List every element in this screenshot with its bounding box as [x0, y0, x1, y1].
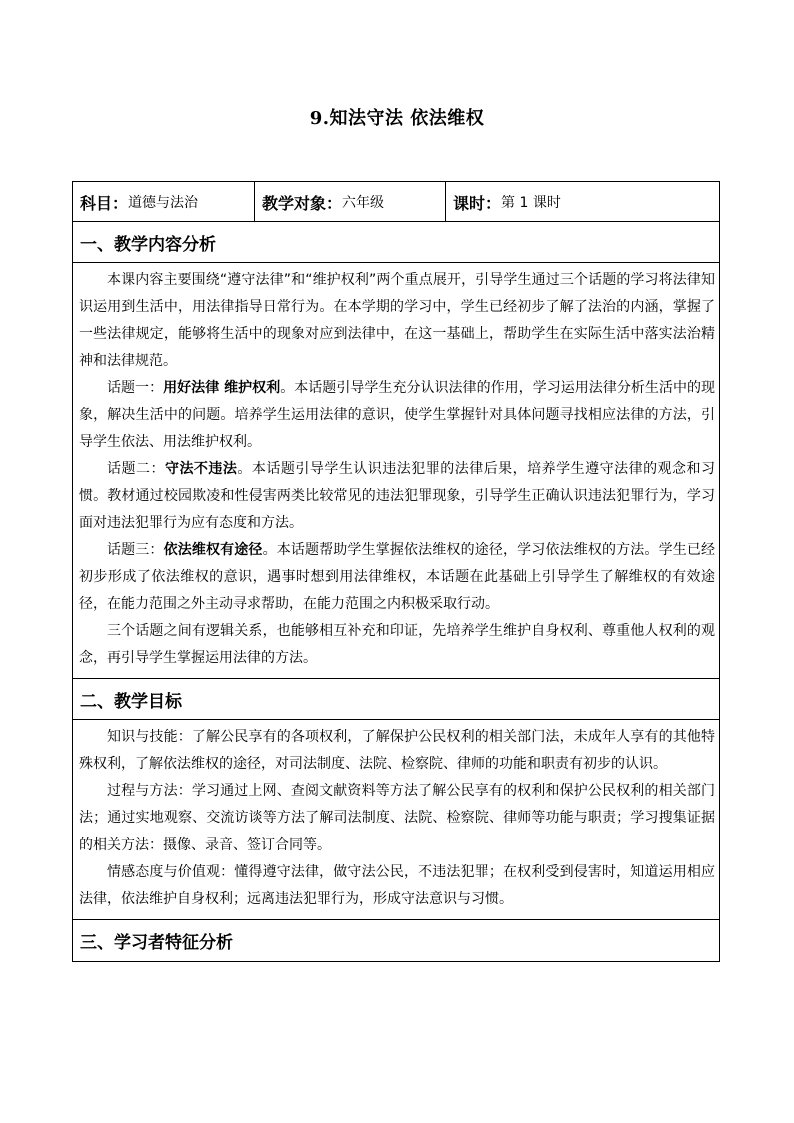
subject-label: 科目： — [80, 193, 129, 213]
audience-cell — [254, 182, 445, 222]
topic-two-prefix: 话题二： — [107, 461, 165, 477]
teaching-goals-body — [73, 720, 719, 920]
audience-value: 六年级 — [342, 195, 385, 211]
topic-two-paragraph — [79, 456, 715, 537]
period-value: 第 1 课时 — [501, 195, 561, 211]
meta-row — [73, 182, 719, 222]
content-intro-paragraph: 本课内容主要围绕“遵守法律”和“维护权利”两个重点展开，引导学生通过三个话题的学习将法律知识运用到生活中，用法律指导日常行为。在本学期的学习中，学生已经初步了解了法治的内涵，掌握了一些法律规定，能够将生活中的现象对应到法律中，在这一基础上，帮助学生在实际生活中落实法治精神和法律规范。 — [79, 272, 715, 369]
subject-value: 道德与法治 — [128, 195, 199, 211]
document-title: 9.知法守法 依法维权 — [309, 108, 485, 129]
topic-three-text: 。本话题帮助学生掌握依法维权的途径，学习依法维权的方法。学生已经初步形成了依法维权的意识，遇事时想到用法律维权，本话题在此基础上引导学生了解维权的有效途径，在能力范围之外主动寻求帮助，在能力范围之内积极采取行动。 — [79, 542, 716, 612]
section-heading-content-analysis: 一、教学内容分析 — [73, 222, 719, 263]
topic-three-title: 依法维权有途径 — [163, 542, 263, 558]
topic-two-title: 守法不违法 — [164, 461, 238, 477]
audience-label: 教学对象： — [262, 193, 343, 213]
goal-process-paragraph: 过程与方法：学习通过上网、查阅文献资料等方法了解公民享有的权利和保护公民权利的相关部门法；通过实地观察、交流访谈等方法了解司法制度、法院、检察院、律师等功能与职责；学习搜集证据的相关方法：摄像、录音、签订合同等。 — [79, 783, 715, 853]
topic-one-prefix: 话题一： — [107, 380, 164, 396]
period-label: 课时： — [453, 193, 502, 213]
topic-one-paragraph — [79, 375, 715, 456]
topic-two-text: 。本话题引导学生认识违法犯罪的法律后果，培养学生遵守法律的观念和习惯。教材通过校园欺凌和性侵害两类比较常见的违法犯罪现象，引导学生正确认识违法犯罪行为，学习面对违法犯罪行为应有态度和方法。 — [79, 461, 716, 531]
topic-one-text: 。本话题引导学生充分认识法律的作用，学习运用法律分析生活中的现象，解决生活中的问题。培养学生运用法律的意识，使学生掌握针对具体问题寻找相应法律的方法，引导学生依法、用法维护权利。 — [79, 380, 716, 450]
section-heading-learner-analysis: 三、学习者特征分析 — [80, 933, 233, 953]
topic-one-title: 用好法律 维护权利 — [163, 380, 281, 396]
topic-three-paragraph — [79, 537, 715, 618]
topic-three-prefix: 话题三： — [107, 542, 164, 558]
lesson-plan-table — [72, 181, 720, 962]
subject-cell — [73, 182, 254, 222]
section-heading-teaching-goals: 二、教学目标 — [73, 679, 719, 720]
topics-summary-paragraph: 三个话题之间有逻辑关系，也能够相互补充和印证，先培养学生维护自身权利、尊重他人权利的观念，再引导学生掌握运用法律的方法。 — [79, 623, 715, 666]
goal-attitude-paragraph: 情感态度与价值观：懂得遵守法律，做守法公民，不违法犯罪；在权利受到侵害时，知道运用相应法律，依法维护自身权利；远离违法犯罪行为，形成守法意识与习惯。 — [79, 864, 715, 907]
content-analysis-body — [73, 263, 719, 679]
goal-knowledge-paragraph: 知识与技能：了解公民享有的各项权利，了解保护公民权利的相关部门法，未成年人享有的其他特殊权利，了解依法维权的途径，对司法制度、法院、检察院、律师的功能和职责有初步的认识。 — [79, 729, 715, 772]
period-cell — [445, 182, 719, 222]
